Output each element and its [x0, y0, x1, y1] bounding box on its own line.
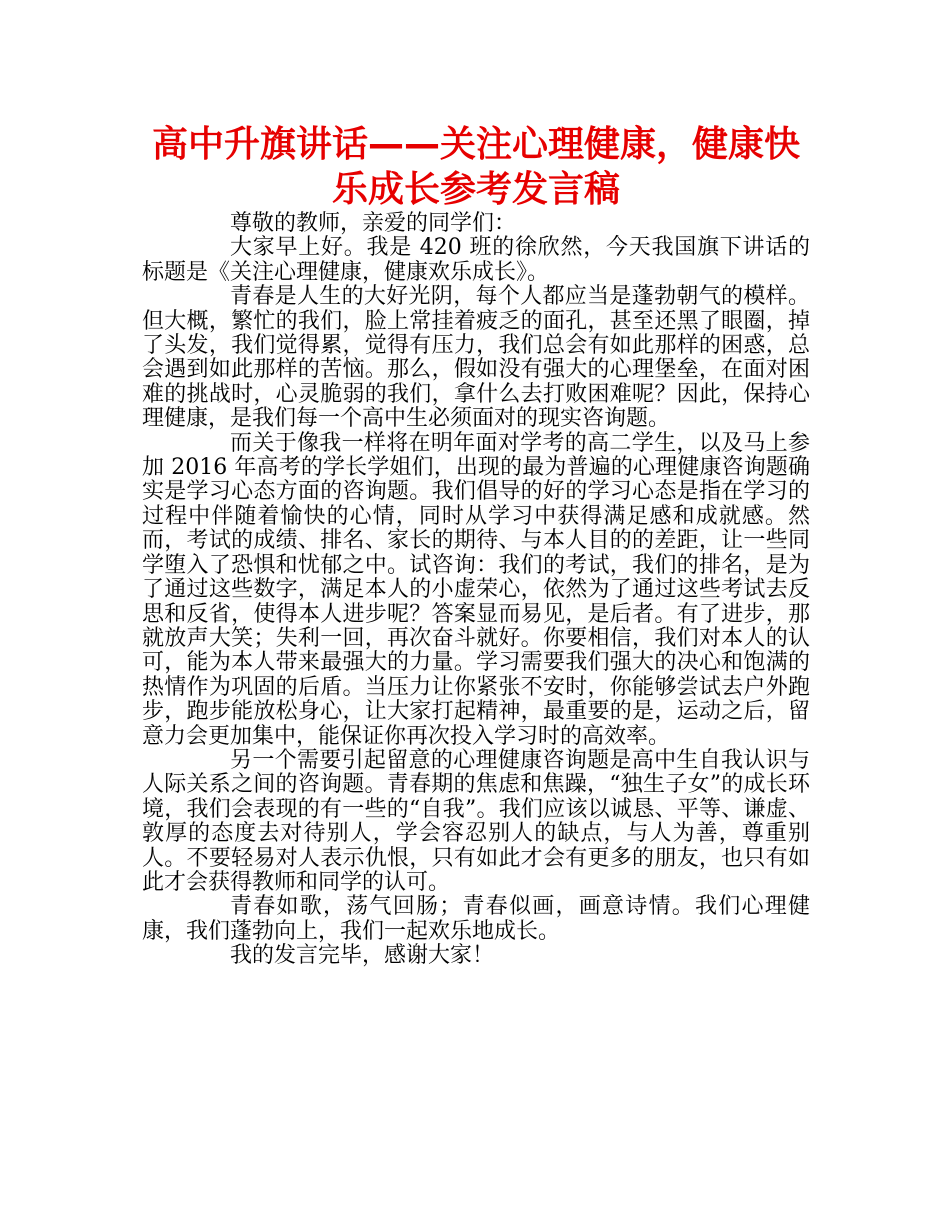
paragraph-opening: 大家早上好。我是 420 班的徐欣然，今天我国旗下讲话的标题是《关注心理健康，健康欢乐成长》。 [142, 235, 810, 285]
paragraph-conclusion: 青春如歌，荡气回肠；青春似画，画意诗情。我们心理健康，我们蓬勃向上，我们一起欢乐地成长。 [142, 894, 810, 944]
document-body [142, 122, 810, 969]
paragraph-closing: 我的发言完毕，感谢大家！ [230, 943, 495, 969]
document-title: 高中升旗讲话——关注心理健康，健康快乐成长参考发言稿 [151, 124, 800, 210]
paragraph-interpersonal-relations: 另一个需要引起留意的心理健康咨询题是高中生自我认识与人际关系之间的咨询题。青春期的焦虑和焦躁，“独生子女”的成长环境，我们会表现的有一些的“自我”。我们应该以诚恳、平等、谦虚、敦厚的态度去对待别人，学会容忍别人的缺点，与人为善，尊重别人。不要轻易对人表示仇恨，只有如此才会有更多的朋友，也只有如此才会获得教师和同学的认可。 [142, 747, 810, 895]
paragraph-learning-attitude: 而关于像我一样将在明年面对学考的高二学生，以及马上参加 2016 年高考的学长学姐们，出现的最为普遍的心理健康咨询题确实是学习心态方面的咨询题。我们倡导的好的学习心态是指在学习的过程中伴随着愉快的心情，同时从学习中获得满足感和成就感。然而，考试的成绩、排名、家长的期待、与本人目的的差距，让一些同学堕入了恐惧和忧郁之中。试咨询：我们的考试，我们的排名，是为了通过这些数字，满足本人的小虚荣心，依然为了通过这些考试去反思和反省，使得本人进步呢？答案显而易见，是后者。有了进步，那就放声大笑；失利一回，再次奋斗就好。你要相信，我们对本人的认可，能为本人带来最强大的力量。学习需要我们强大的决心和饱满的热情作为巩固的后盾。当压力让你紧张不安时，你能够尝试去户外跑步，跑步能放松身心，让大家打起精神，最重要的是，运动之后，留意力会更加集中，能保证你再次投入学习时的高效率。 [142, 430, 810, 749]
paragraph-youth-and-mental-health: 青春是人生的大好光阴，每个人都应当是蓬勃朝气的模样。但大概，繁忙的我们，脸上常挂着疲乏的面孔，甚至还黑了眼圈，掉了头发，我们觉得累，觉得有压力，我们总会有如此那样的困惑，总会遇到如此那样的苦恼。那么，假如没有强大的心理堡垒，在面对困难的挑战时，心灵脆弱的我们，拿什么去打败困难呢？因此，保持心理健康，是我们每一个高中生必须面对的现实咨询题。 [142, 284, 810, 432]
paragraph-salutation: 尊敬的教师，亲爱的同学们： [230, 211, 517, 236]
